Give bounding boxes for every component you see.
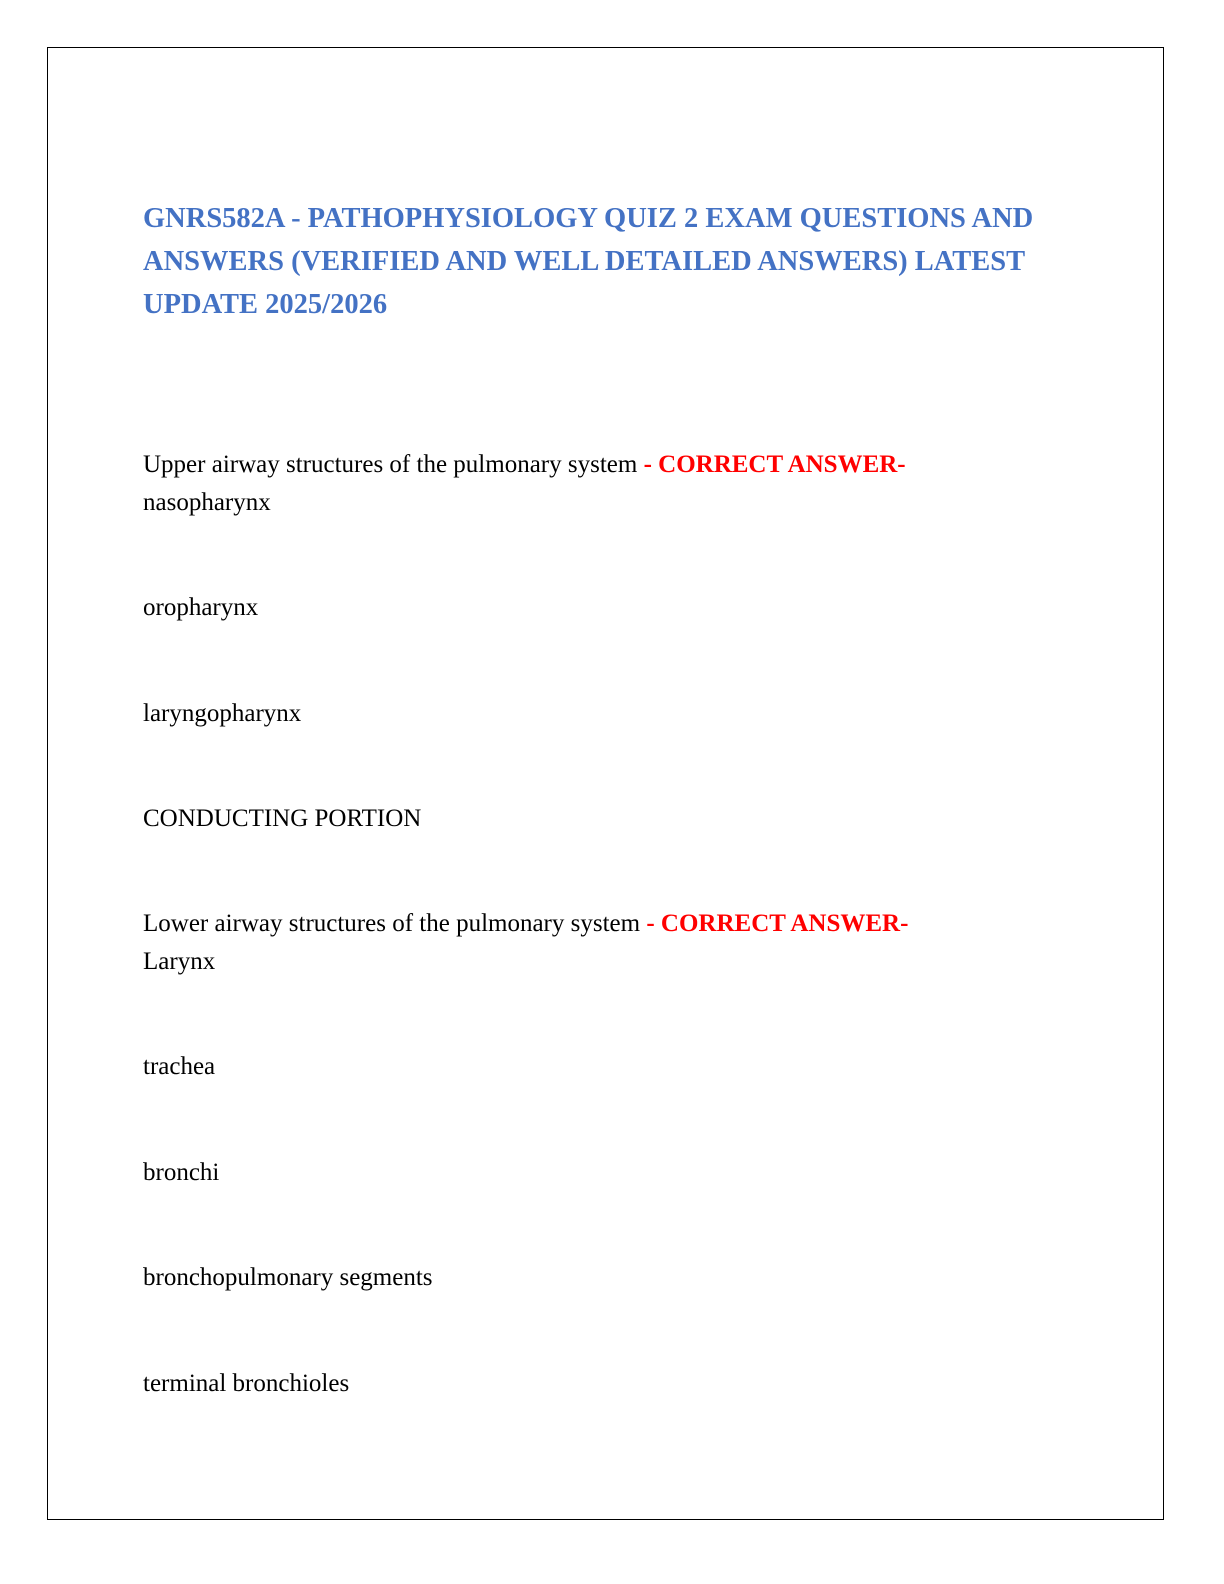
question-2 xyxy=(143,905,908,943)
answer-line: bronchopulmonary segments xyxy=(143,1264,433,1291)
answer-line: CONDUCTING PORTION xyxy=(143,805,422,832)
answer-line: bronchi xyxy=(143,1159,220,1186)
question-text: Upper airway structures of the pulmonary system xyxy=(143,451,638,478)
answer-line: Larynx xyxy=(143,948,216,975)
answer-line: nasopharynx xyxy=(143,489,271,516)
answer-line: oropharynx xyxy=(143,594,259,621)
answer-line: laryngopharynx xyxy=(143,700,302,727)
question-text: Lower airway structures of the pulmonary system xyxy=(143,910,641,937)
correct-answer-marker: - CORRECT ANSWER- xyxy=(643,451,906,478)
answer-line: terminal bronchioles xyxy=(143,1370,350,1397)
question-1 xyxy=(143,446,906,484)
correct-answer-marker: - CORRECT ANSWER- xyxy=(646,910,909,937)
document-title: GNRS582A - PATHOPHYSIOLOGY QUIZ 2 EXAM QUESTIONS AND ANSWERS (VERIFIED AND WELL DETAILED ANSWERS) LATEST UPDATE 2025/2026 xyxy=(143,203,1034,320)
answer-line: trachea xyxy=(143,1053,216,1080)
